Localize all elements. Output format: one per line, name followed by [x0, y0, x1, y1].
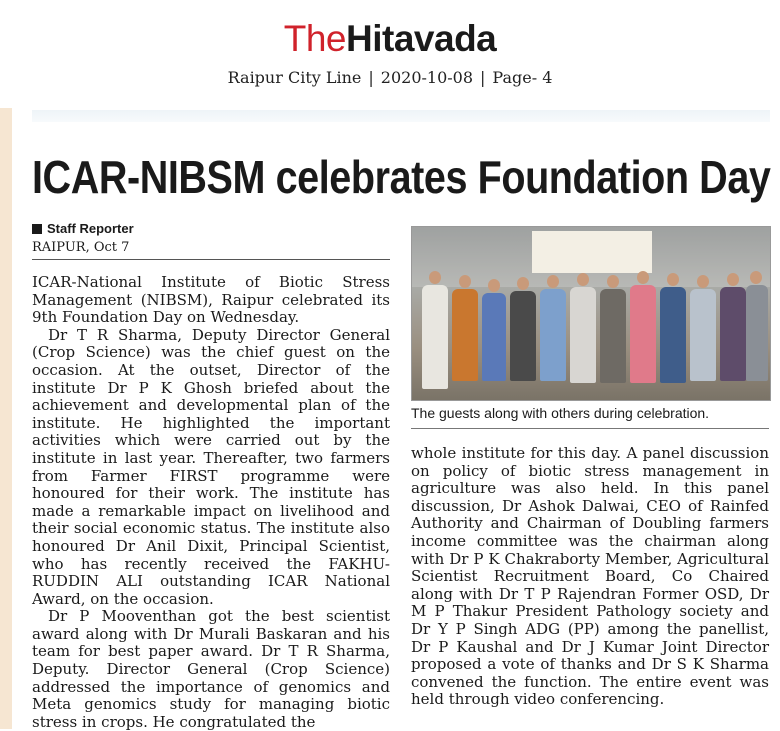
article-column-2: [411, 445, 769, 709]
photo-head: [637, 271, 649, 284]
photo-person: [482, 293, 506, 381]
newspaper-logo: TheHitavada: [283, 18, 497, 59]
header-divider-band: [32, 110, 770, 122]
article-column-1: [32, 274, 390, 731]
edition-info: Raipur City Line | 2020-10-08 | Page- 4: [227, 68, 553, 87]
photo-person: [660, 287, 686, 383]
photo-person: [422, 285, 448, 389]
dateline: RAIPUR, Oct 7: [32, 240, 130, 255]
edition-name: Raipur City Line: [227, 68, 362, 87]
photo-person: [630, 285, 656, 383]
article-photo: [411, 226, 771, 401]
byline-text: Staff Reporter: [47, 221, 134, 236]
page-number: Page- 4: [492, 68, 553, 87]
paragraph: Dr T R Sharma, Deputy Director General (Crop Science) was the chief guest on the occasion. At the outset, Director of the institute Dr P K Ghosh briefed about the achievement and developmental plan of the institute. He highlighted the important activities which were carried out by the institute in last year. Thereafter, two farmers from Farmer FIRST programme were honoured for their work. The institute has made a remarkable impact on livelihood and their social economic status. The institute also honoured Dr Anil Dixit, Principal Scientist, who has recently received the FAKHU-RUDDIN ALI outstanding ICAR National Award, on the occasion.: [32, 325, 390, 608]
masthead: [0, 18, 780, 87]
byline-square-icon: [32, 224, 42, 234]
photo-head: [727, 273, 739, 286]
paragraph: ICAR-National Institute of Biotic Stress Management (NIBSM), Raipur celebrated its 9th Foundation Day on Wednesday.: [32, 273, 390, 327]
photo-head: [750, 271, 762, 284]
photo-person: [570, 287, 596, 383]
photo-head: [607, 275, 619, 288]
page-edge-strip: [0, 108, 12, 729]
photo-banner: [532, 231, 652, 273]
photo-caption: The guests along with others during celebration.: [411, 405, 710, 421]
photo-person: [452, 289, 478, 381]
caption-rule: [411, 428, 769, 429]
edition-date: 2020-10-08: [380, 68, 474, 87]
photo-person: [746, 285, 768, 381]
photo-head: [429, 271, 441, 284]
article-headline: ICAR-NIBSM celebrates Foundation Day: [32, 151, 771, 203]
byline-rule: [32, 259, 390, 260]
photo-person: [510, 291, 536, 381]
photo-head: [667, 273, 679, 286]
photo-head: [488, 279, 500, 292]
paragraph: Dr P Mooventhan got the best scientist award along with Dr Murali Baskaran and his team for best paper award. Dr T R Sharma, Deputy. Director General (Crop Science) addressed the importance of genomics and Meta genomics study for managing biotic stress in crops. He congratulated the: [32, 607, 390, 731]
photo-person: [540, 289, 566, 381]
photo-head: [577, 273, 589, 286]
photo-person: [600, 289, 626, 383]
photo-head: [459, 275, 471, 288]
photo-person: [720, 287, 746, 381]
photo-head: [517, 277, 529, 290]
byline: [32, 221, 134, 236]
photo-person: [690, 289, 716, 381]
photo-head: [697, 275, 709, 288]
photo-head: [547, 275, 559, 288]
paragraph: whole institute for this day. A panel discussion on policy of biotic stress management in agriculture was also held. In this panel discussion, Dr Ashok Dalwai, CEO of Rainfed Authority and Chairman of Doubling farmers income committee was the chairman along with Dr P K Chakraborty Member, Agricultural Scientist Recruitment Board, Co Chaired along with Dr T P Rajendran Former OSD, Dr M P Thakur President Pathology society and Dr Y P Singh ADG (PP) among the panellist, Dr P Kaushal and Dr J Kumar Joint Director proposed a vote of thanks and Dr S K Sharma convened the function. The entire event was held through video conferencing.: [411, 444, 769, 709]
